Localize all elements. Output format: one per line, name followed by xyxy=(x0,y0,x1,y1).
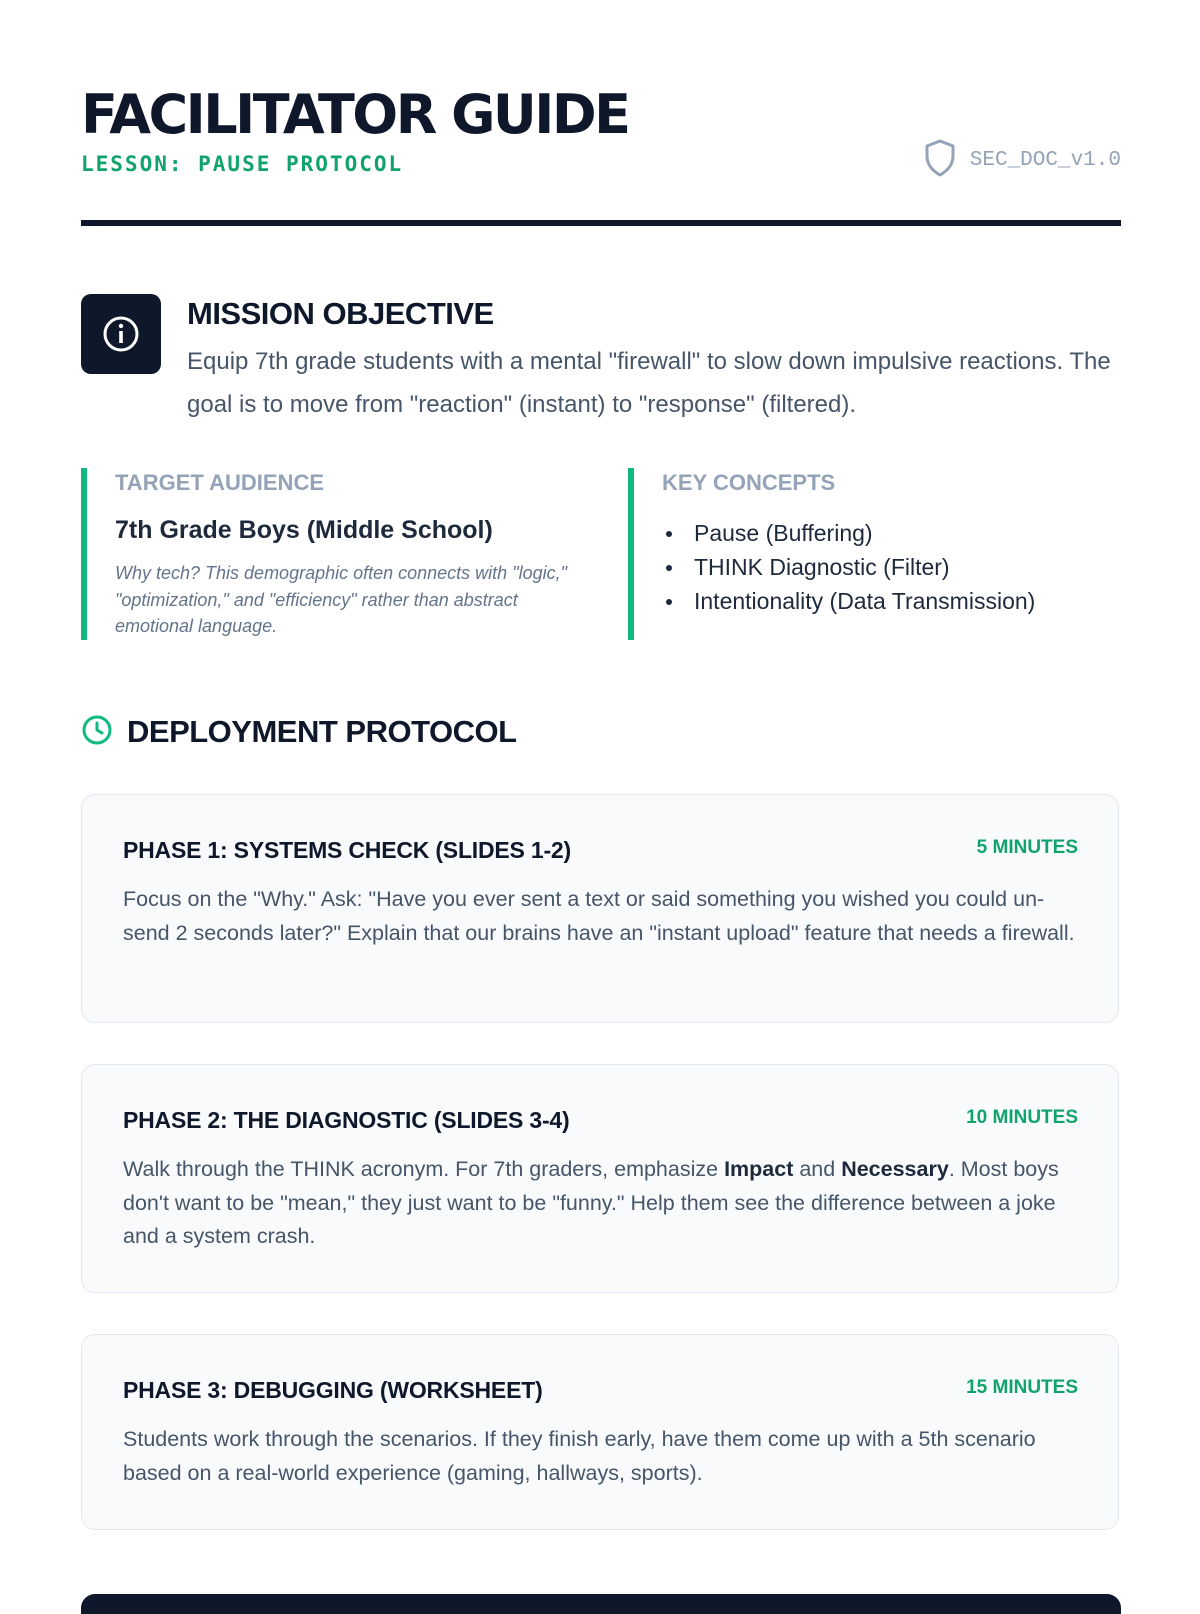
phase-text-segment: . Most boys don't want to be "mean," they just want to be "funny." Help them see the difference between a joke and a system crash. xyxy=(123,1157,1059,1248)
mission-heading: MISSION OBJECTIVE xyxy=(187,296,494,331)
key-concepts-label: KEY CONCEPTS xyxy=(662,470,836,495)
phase-text-segment: Walk through the THINK acronym. For 7th graders, emphasize xyxy=(123,1157,725,1181)
key-concepts-list xyxy=(662,516,1035,618)
phase-title: PHASE 3: DEBUGGING (WORKSHEET) xyxy=(123,1377,543,1403)
phase-description xyxy=(123,1153,1079,1254)
document-header xyxy=(81,0,1121,228)
deployment-title: DEPLOYMENT PROTOCOL xyxy=(127,714,517,749)
next-section-band xyxy=(81,1594,1121,1614)
shield-icon xyxy=(924,139,956,182)
target-audience-panel xyxy=(81,468,607,640)
facilitator-guide-page xyxy=(81,0,1121,1485)
mission-text: Equip 7th grade students with a mental "firewall" to slow down impulsive reactions. The goal is to move from "reaction" (instant) to "response" (filtered). xyxy=(187,348,1111,418)
deployment-header xyxy=(81,712,517,752)
phase-duration: 15 MINUTES xyxy=(966,1377,1078,1398)
list-item: Intentionality (Data Transmission) xyxy=(662,584,1035,618)
phase-title: PHASE 1: SYSTEMS CHECK (SLIDES 1-2) xyxy=(123,837,571,863)
phase-card xyxy=(81,1064,1119,1293)
phase-duration: 5 MINUTES xyxy=(976,837,1078,858)
key-concepts-panel xyxy=(628,468,1127,640)
document-id: SEC_DOC_v1.0 xyxy=(969,148,1121,172)
target-audience-note: Why tech? This demographic often connects with "logic," "optimization," and "efficiency" rather than abstract emotional language. xyxy=(115,563,567,636)
document-id-badge xyxy=(924,140,1121,180)
target-audience-value: 7th Grade Boys (Middle School) xyxy=(115,516,493,544)
page-title: FACILITATOR GUIDE xyxy=(81,83,629,146)
clock-icon xyxy=(81,714,113,751)
header-divider xyxy=(81,220,1121,226)
info-columns xyxy=(81,468,1121,640)
emphasis-impact: Impact xyxy=(724,1157,794,1181)
list-item: Pause (Buffering) xyxy=(662,516,1035,550)
list-item: THINK Diagnostic (Filter) xyxy=(662,550,1035,584)
emphasis-necessary: Necessary xyxy=(841,1157,949,1181)
phase-description: Students work through the scenarios. If they finish early, have them come up with a 5th scenario based on a real-world experience (gaming, hallways, sports). xyxy=(123,1427,1036,1485)
target-audience-label: TARGET AUDIENCE xyxy=(115,470,324,495)
phase-duration: 10 MINUTES xyxy=(966,1107,1078,1128)
info-icon xyxy=(81,294,161,374)
phase-title: PHASE 2: THE DIAGNOSTIC (SLIDES 3-4) xyxy=(123,1107,570,1133)
phase-card xyxy=(81,1334,1119,1530)
phase-description: Focus on the "Why." Ask: "Have you ever sent a text or said something you wished you could un-send 2 seconds later?" Explain that our brains have an "instant upload" feature that needs a firewall. xyxy=(123,887,1075,945)
lesson-subtitle: LESSON: PAUSE PROTOCOL xyxy=(81,152,404,176)
phase-text-segment: and xyxy=(793,1157,842,1181)
phase-card xyxy=(81,794,1119,1023)
